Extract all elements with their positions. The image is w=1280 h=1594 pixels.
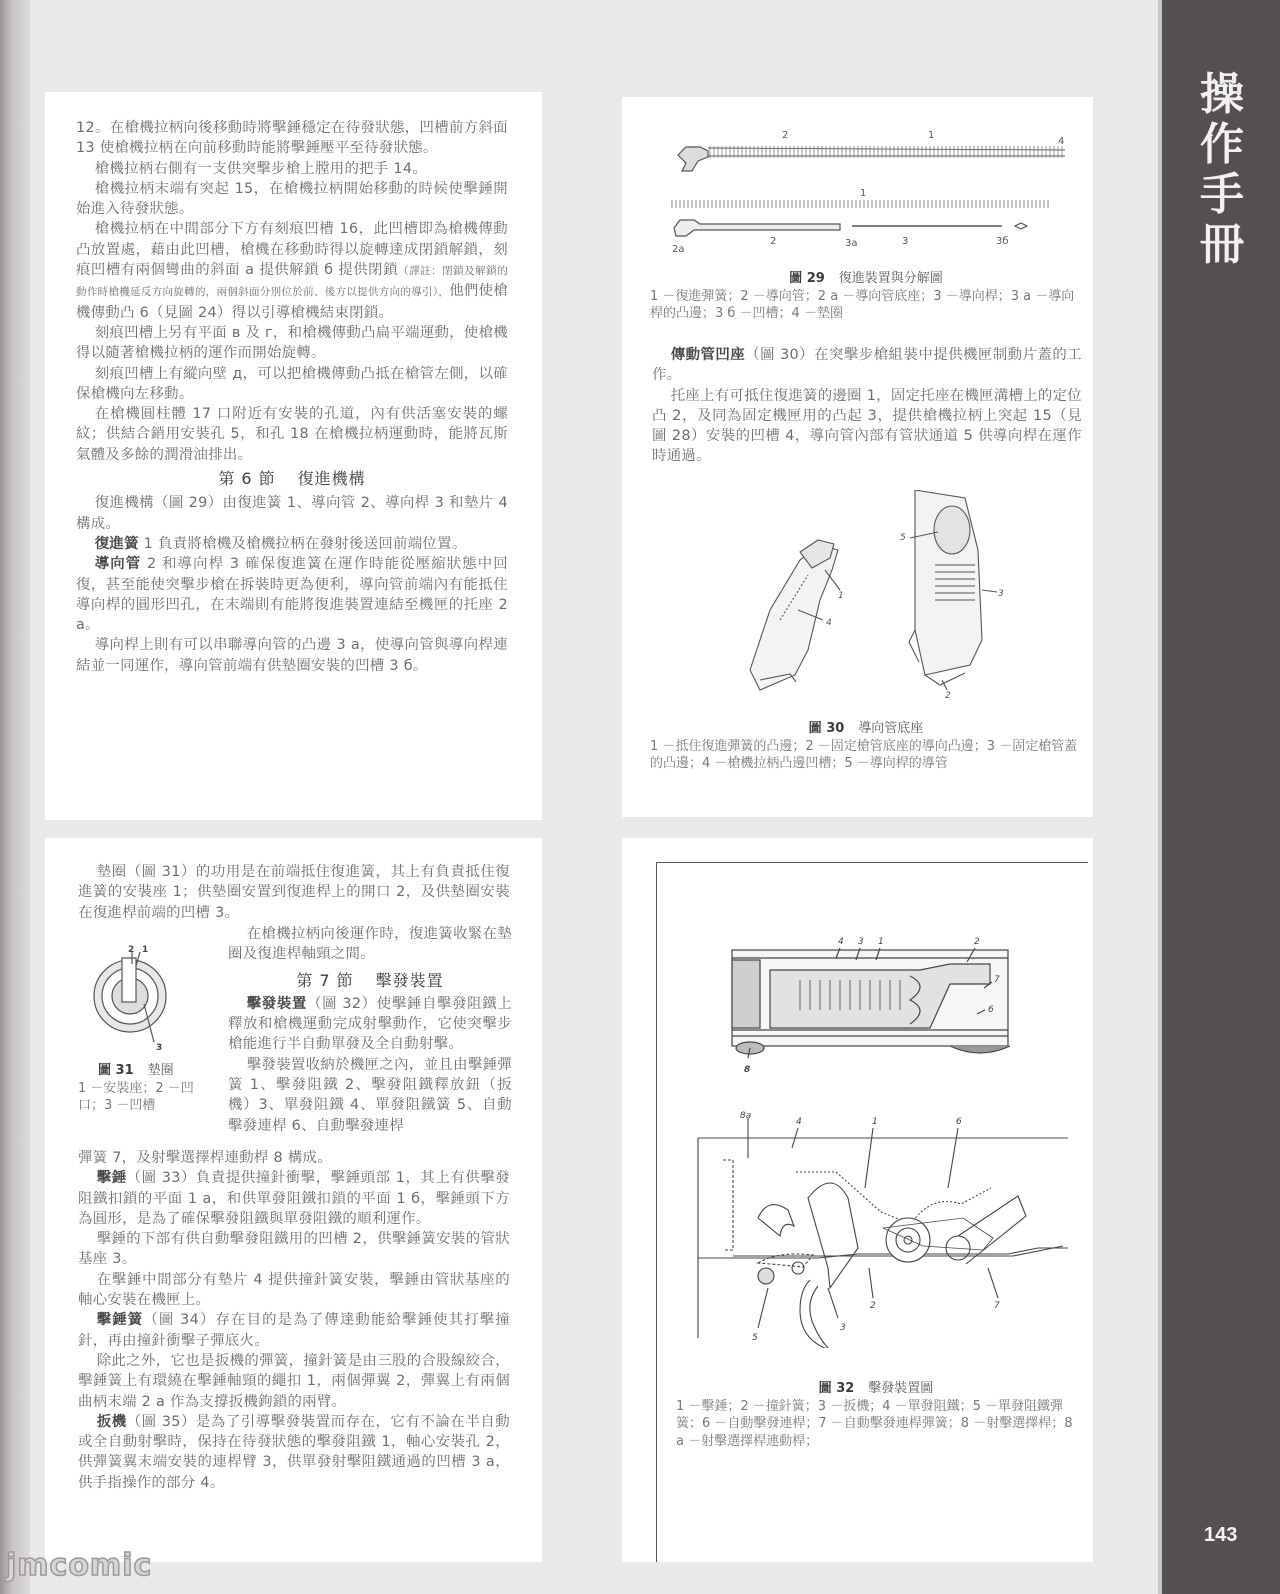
paragraph: 在槍機拉柄向後運作時，復進簧收緊在墊圈及復進桿軸頸之間。 xyxy=(228,926,512,963)
caption-title xyxy=(78,1062,202,1080)
term: 復進簧 xyxy=(94,535,139,552)
figure-29-recoil-spring xyxy=(670,120,1090,260)
paragraph-text: 彈簧 7，及射擊選擇桿連動桿 8 構成。 xyxy=(78,1150,332,1166)
paragraph: 刻痕凹槽上另有平面 в 及 г，和槍機傳動凸扁平端運動，使槍機得以隨著槍機拉柄的運作而開始旋轉。 xyxy=(76,324,508,362)
paragraph-text: （圖 32）使擊錘自擊發阻鐵上釋放和槍機運動完成射擊動作，它使突擊步槍能進行半自動單發及全自動射擊。 xyxy=(228,995,512,1053)
caption-legend: 1 －擊錘；2 －撞針簧；3 －扳機；4 －單發阻鐵；5 －單發阻鐵彈簧；6 －自動擊發連桿；7 －自動擊發連桿彈簧；8 －射擊選擇桿；8 a －射擊選擇桿連動桿； xyxy=(676,1398,1073,1449)
figure-title: 墊圈 xyxy=(147,1063,174,1078)
figure-29-caption xyxy=(650,270,1082,323)
paragraph xyxy=(76,493,508,534)
caption-legend: 1 －安裝座；2 －凹口；3 －凹槽 xyxy=(78,1080,194,1113)
paragraph xyxy=(228,1055,512,1136)
fig29-label: 3б xyxy=(996,236,1009,247)
paragraph-text: 1 負責將槍機及槍機拉柄在發射後送回前端位置。 xyxy=(138,535,467,552)
term: 擊錘簧 xyxy=(96,1312,144,1329)
figure-title: 導向管底座 xyxy=(858,721,924,736)
paragraph xyxy=(76,635,508,676)
paragraph xyxy=(228,994,512,1055)
paragraph-text: 托座上有可抵住復進簧的邊圈 1，固定托座在機匣溝槽上的定位凸 2，及同為固定機匣用的凸起 3，提供槍機拉柄上突起 15（見圖 28）安裝的凹槽 4，導向管內部有管狀通道 5 供導向桿在運作時通過。 xyxy=(652,387,1082,465)
section-title: 擊發裝置 xyxy=(375,970,444,990)
paragraph xyxy=(78,1351,510,1412)
paragraph-text: 復進機構（圖 29）由復進簧 1、導向管 2、導向桿 3 和墊片 4 構成。 xyxy=(76,495,508,532)
figure-31-caption xyxy=(78,1062,202,1115)
bottom-left-text xyxy=(78,1148,510,1493)
figure-30-caption xyxy=(650,720,1082,773)
fig32-label: 2 xyxy=(870,1301,876,1311)
caption-legend: 1 －復進彈簧；2 －導向管；2 a －導向管底座；3 －導向桿；3 a －導向桿的凸邊；3 б －凹槽；4 －墊圈 xyxy=(650,288,1075,321)
paragraph xyxy=(76,219,508,322)
figure-31-washer xyxy=(88,944,178,1054)
figure-number: 圖 30 xyxy=(808,721,845,736)
fig29-label: 2 xyxy=(782,130,789,141)
paragraph-text: 在擊錘中間部分有墊片 4 提供撞針簧安裝，擊錘由管狀基座的軸心安裝在機匣上。 xyxy=(78,1271,510,1309)
fig29-label: 1 xyxy=(928,130,935,141)
term: 扳機 xyxy=(96,1413,127,1430)
paragraph xyxy=(78,1412,510,1493)
paragraph xyxy=(78,1310,510,1351)
fig31-label: 3 xyxy=(156,1043,163,1053)
fig30-label: 4 xyxy=(826,618,832,628)
fig29-label: 2 xyxy=(770,236,777,247)
paragraph xyxy=(76,534,508,554)
paragraph-text: 槍機拉柄在中間部分下方有刻痕凹槽 16，此凹槽即為槍機傳動凸放置處，藉由此凹槽，槍機在移動時得以旋轉達成閉鎖解鎖，刻痕凹槽有兩個彎曲的斜面 a 提供解鎖 б 提供閉鎖 xyxy=(76,221,508,279)
paragraph-text: 擊發裝置收納於機匣之內，並且由擊錘彈簧 1、擊發阻鐵 2、擊發阻鐵釋放鈕（扳機）3、單發阻鐵 4、單發阻鐵簧 5、自動擊發連桿 6、自動擊發連桿 xyxy=(228,1056,512,1134)
fig32-label: 8 xyxy=(744,1065,751,1075)
paragraph-text: （圖 33）負責提供撞針衝擊，擊錘頭部 1，其上有供擊發阻鐵扣鎖的平面 1 a，和供單發阻鐵扣鎖的平面 1 б，擊錘頭下方為圓形，是為了確保擊發阻鐵與單發阻鐵的順利運作。 xyxy=(78,1170,510,1227)
fig29-label: 2a xyxy=(672,244,685,255)
fig32-label: 3 xyxy=(840,1323,846,1333)
figure-32-trigger-mechanism xyxy=(688,1108,1068,1348)
paragraph-text: （圖 34）存在目的是為了傳達動能給擊錘使其打擊撞針，再由撞針衝擊子彈底火。 xyxy=(78,1312,510,1349)
paragraph-text: 導向桿上則有可以串聯導向管的凸邊 3 a，使導向管與導向桿連結並一同運作，導向管前端有供墊圈安裝的凹槽 3 б。 xyxy=(76,637,508,674)
term: 擊錘 xyxy=(96,1170,127,1187)
section-number: 第 7 節 xyxy=(296,970,354,990)
paragraph-text: （圖 30）在突擊步槍組裝中提供機匣制動片蓋的工作。 xyxy=(652,347,1082,384)
fig32-label: 6 xyxy=(956,1117,962,1127)
paragraph xyxy=(78,1270,510,1311)
paragraph-text: 2 和導向桿 3 確保復進簧在運作時能從壓縮狀態中回復，甚至能使突擊步槍在拆裝時更為便利，導向管前端內有能抵住導向桿的圓形凹孔，在末端則有能將復進裝置連結至機匣的托座 2 a。 xyxy=(76,556,509,634)
section-number: 第 6 節 xyxy=(218,469,276,489)
paragraph-text: 他們使槍機傳動凸 6（見圖 24）得以引導槍機結束閉鎖。 xyxy=(76,283,509,321)
fig29-label: 3a xyxy=(845,238,858,249)
bottom-left-intro xyxy=(78,862,510,923)
paragraph-text: 除此之外，它也是扳機的彈簧，撞針簧是由三股的合股線絞合，擊錘簧上有環繞在擊錘軸頸的繩扣 1，兩個彈翼 2，彈翼上有兩個曲柄末端 2 a 作為支撐扳機鉤鎖的兩臂。 xyxy=(78,1352,510,1410)
paragraph xyxy=(652,345,1082,386)
paragraph: 刻痕凹槽上有縱向壁 д，可以把槍機傳動凸抵在槍管左側，以確保槍機向左移動。 xyxy=(76,365,508,402)
fig32-label: 4 xyxy=(796,1117,802,1127)
caption-title xyxy=(676,1380,1076,1398)
fig31-label: 1 xyxy=(142,945,149,955)
fig32-label: 1 xyxy=(872,1117,878,1127)
term: 擊發裝置 xyxy=(246,995,307,1012)
section-title: 復進機構 xyxy=(297,469,366,489)
paragraph: 墊圈（圖 31）的功用是在前端抵住復進簧，其上有負責抵住復進簧的安裝座 1；供墊圈安置到復進桿上的開口 2，及供墊圈安裝在復進桿前端的凹槽 3。 xyxy=(78,864,510,921)
paragraph-text: （圖 35）是為了引導擊發裝置而存在，它有不論在半自動或全自動射擊時，保持在待發狀態的擊發阻鐵 1，軸心安裝孔 2，供彈簧翼末端安裝的連桿臂 3，供單發射擊阻鐵通過的凹槽 3 a，供手指操作的部分 4。 xyxy=(78,1413,510,1491)
chapter-title-vertical xyxy=(1192,70,1252,270)
watermark-logo: jmcomic xyxy=(6,1548,153,1583)
caption-title xyxy=(650,270,1082,288)
figure-title: 復進裝置與分解圖 xyxy=(838,271,943,286)
fig29-label: 4 xyxy=(1058,136,1065,147)
fig32-label: 8a xyxy=(740,1111,752,1121)
figure-number: 圖 29 xyxy=(789,271,825,286)
fig31-label: 2 xyxy=(128,945,135,955)
title-char: 手 xyxy=(1200,169,1244,220)
section-heading xyxy=(228,971,512,991)
fig32-label: 7 xyxy=(994,975,1000,985)
fig32-label: 7 xyxy=(994,1301,1000,1311)
paragraph: 槍機拉柄末端有突起 15，在槍機拉柄開始移動的時候使擊錘開始進入待發狀態。 xyxy=(76,180,508,218)
paragraph xyxy=(78,1168,510,1229)
caption-legend: 1 －抵住復進彈簧的凸邊；2 －固定槍管底座的導向凸邊；3 －固定槍管蓋的凸邊；4 －槍機拉柄凸邊凹槽；5 －導向桿的導管 xyxy=(650,738,1078,771)
paragraph xyxy=(78,1229,510,1270)
figure-32-caption xyxy=(676,1380,1076,1450)
figure-number: 圖 31 xyxy=(98,1063,134,1078)
fig29-label: 1 xyxy=(860,188,867,199)
fig32-label: 1 xyxy=(878,937,884,947)
fig29-label: 3 xyxy=(902,236,909,247)
fig30-label: 5 xyxy=(900,533,906,543)
top-left-text xyxy=(76,118,508,676)
paragraph: 槍機拉柄右側有一支供突擊步槍上膛用的把手 14。 xyxy=(94,160,428,177)
fig30-label: 2 xyxy=(945,691,951,700)
fig32-label: 4 xyxy=(838,937,844,947)
title-char: 操 xyxy=(1200,69,1244,120)
paragraph xyxy=(652,386,1082,467)
title-char: 作 xyxy=(1200,119,1244,170)
term: 傳動管凹座 xyxy=(670,347,746,363)
figure-title: 擊發裝置圖 xyxy=(868,1381,934,1396)
page-number: 143 xyxy=(1204,1524,1238,1546)
fig32-label: 5 xyxy=(752,1333,758,1343)
caption-title xyxy=(650,720,1082,738)
translator-note: （譯註：閉鎖及解鎖的動作時槍機延反方向旋轉的，兩個斜面分別位於前、後方以提供方向的導引）， xyxy=(76,265,509,299)
book-spine-shadow xyxy=(0,0,30,1594)
title-char: 冊 xyxy=(1200,219,1244,270)
bottom-left-side-text xyxy=(228,924,512,1136)
figure-number: 圖 32 xyxy=(818,1381,855,1396)
paragraph: 在槍機圓柱體 17 口附近有安裝的孔道，內有供活塞安裝的螺紋；供結合銷用安裝孔 5，和孔 18 在槍機拉柄運動時，能將瓦斯氣體及多餘的潤滑油排出。 xyxy=(76,406,508,463)
top-right-text xyxy=(652,345,1082,467)
paragraph xyxy=(78,1148,510,1168)
section-heading xyxy=(76,469,508,489)
paragraph: 12。在槍機拉柄向後移動時將擊錘穩定在待發狀態，凹槽前方斜面 13 使槍機拉柄在向前移動時能將擊錘壓平至待發狀態。 xyxy=(76,120,508,157)
fig32-label: 6 xyxy=(988,1005,994,1015)
term: 導向管 xyxy=(94,556,142,573)
fig30-label: 3 xyxy=(998,589,1004,599)
figure-32-receiver-section xyxy=(730,930,1020,1080)
figure-30-guide-base xyxy=(720,490,1020,700)
fig32-label: 2 xyxy=(974,937,980,947)
paragraph xyxy=(76,554,508,635)
paragraph-text: 擊錘的下部有供自動擊發阻鐵用的凹槽 2，供擊錘簧安裝的管狀基座 3。 xyxy=(78,1231,510,1268)
fig30-label: 1 xyxy=(838,591,844,601)
fig32-label: 3 xyxy=(858,937,864,947)
